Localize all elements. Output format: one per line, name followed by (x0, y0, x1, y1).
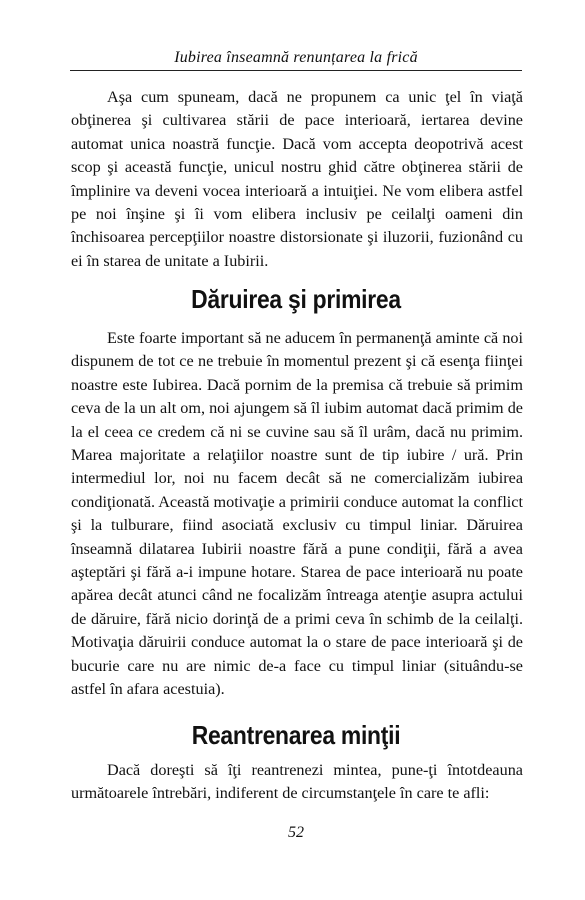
body-paragraph-1: Aşa cum spuneam, dacă ne propunem ca unic ţel în viaţă obţinerea şi cultivarea stării de pace interioară, iertarea devine automat unica noastră funcţie. Dacă vom accepta deopotrivă acest scop şi această funcţie, unicul nostru ghid către obţinerea stării de împlinire va deveni vocea interioară a intuiţiei. Ne vom elibera astfel pe noi înşine şi îi vom elibera inclusiv pe ceilalţi oameni din închisoarea percepţiilor noastre distorsionate şi iluzorii, fuzionând cu ei în starea de unitate a Iubirii. (71, 88, 523, 270)
page-number: 52 (288, 824, 304, 841)
body-paragraph-2: Este foarte important să ne aducem în permanenţă aminte că noi dispunem de tot ce ne trebuie în momentul prezent şi că esenţa fiinţei noastre este Iubirea. Dacă pornim de la premisa că trebuie să primim ceva de la un alt om, noi ajungem să îl iubim automat dacă primim de la el ceea ce credem că ni se cuvine sau să îl urâm, dacă nu primim. Marea majoritate a relaţiilor noastre sunt de tip iubire / ură. Prin intermediul lor, noi nu facem decât să ne comercializăm iubirea condiţionată. Această motivaţie a primirii conduce automat la conflict şi la tulburare, fiind asociată exclusiv cu timpul liniar. Dăruirea înseamnă dilatarea Iubirii noastre fără a pune condiţii, fără a avea aşteptări şi fără a-i impune hotare. Starea de pace interioară nu poate apărea decât atunci când ne focalizăm întreaga atenţie asupra actului de dăruire, fără nicio dorinţă de a primi ceva în schimb de la ceilalţi. Motivaţia dăruirii conduce automat la o stare de pace interioară şi de bucurie care nu are nimic de-a face cu timpul liniar (situându-se astfel în afara acestuia). (71, 329, 523, 699)
header-divider (70, 70, 522, 71)
section-heading-daruirea: Dăruirea şi primirea (191, 284, 401, 314)
running-header: Iubirea înseamnă renunțarea la frică (174, 49, 418, 66)
section-heading-reantrenarea: Reantrenarea minţii (191, 720, 401, 750)
body-paragraph-3: Dacă doreşti să îţi reantrenezi mintea, pune-ţi întotdeauna următoarele întrebări, indiferent de circumstanţele în care te afli: (71, 761, 523, 803)
